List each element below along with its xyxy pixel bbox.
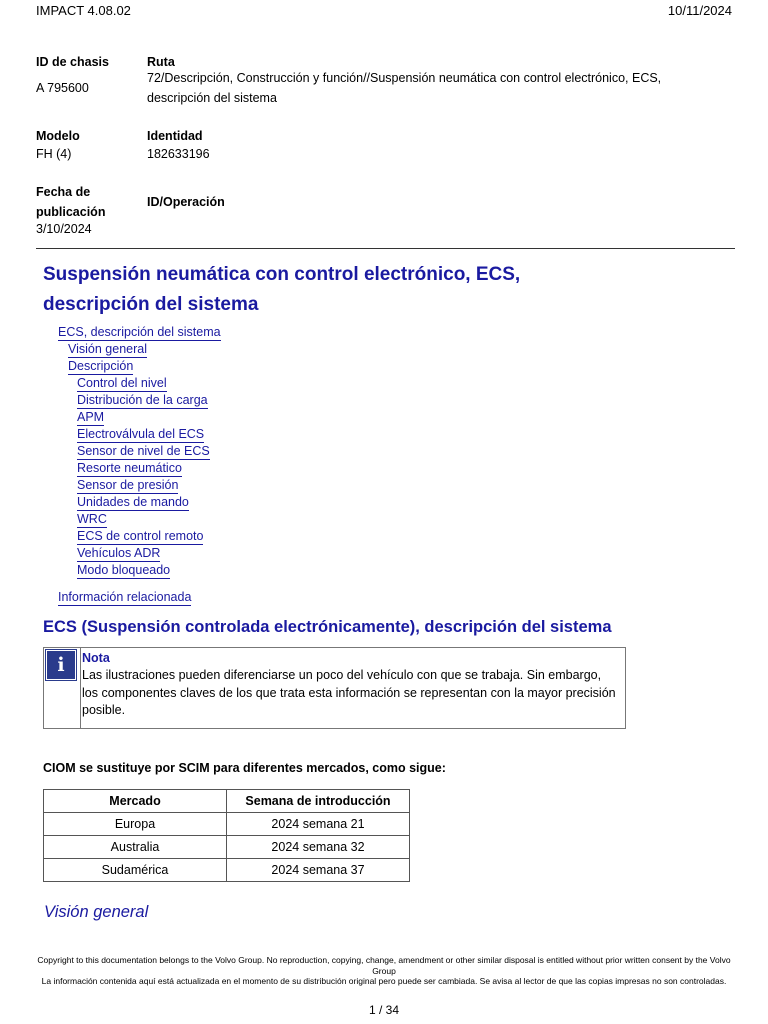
- subsection-title: Visión general: [44, 903, 149, 921]
- note-box: [43, 647, 626, 729]
- pubdate-label-line1: Fecha de: [36, 185, 91, 199]
- footer-copyright: Copyright to this documentation belongs to the Volvo Group. No reproduction, copying, change, amendment or other similar disposal is entitled without prior written consent by the Volvo Group: [37, 955, 731, 976]
- pubdate-value: 3/10/2024: [36, 222, 92, 236]
- note-title: Nota: [82, 651, 110, 665]
- toc-link-control-units[interactable]: Unidades de mando: [77, 495, 189, 509]
- table-row: [44, 859, 410, 882]
- market-intro-text: CIOM se sustituye por SCIM para diferentes mercados, como sigue:: [43, 761, 446, 775]
- toc-link-remote-ecs[interactable]: ECS de control remoto: [77, 529, 204, 543]
- chassis-label: ID de chasis: [36, 55, 109, 69]
- toc-link-pressure-sensor[interactable]: Sensor de presión: [77, 478, 179, 492]
- app-version: IMPACT 4.08.02: [36, 3, 131, 18]
- toc-link-apm[interactable]: APM: [77, 410, 105, 424]
- table-row: [44, 836, 410, 859]
- page-number: 1 / 34: [368, 1003, 400, 1017]
- note-text: Las ilustraciones pueden diferenciarse un poco del vehículo con que se trabaja. Sin embargo, los componentes claves de los que trata esta información se representan con la mayor precisión posible.: [82, 668, 616, 717]
- table-row: [44, 813, 410, 836]
- print-date: 10/11/2024: [667, 3, 732, 18]
- market-table: [43, 789, 410, 882]
- footer-disclaimer: La información contenida aquí está actualizada en el momento de su distribución original pero puede ser cambiada. Se avisa al lector de que las copias impresas no son controladas.: [41, 976, 727, 986]
- identity-label: Identidad: [147, 129, 203, 143]
- toc-link-level-sensor[interactable]: Sensor de nivel de ECS: [77, 444, 210, 458]
- table-cell-market: Europa: [44, 813, 227, 836]
- header-divider: [36, 248, 735, 249]
- toc-link-root[interactable]: ECS, descripción del sistema: [58, 325, 221, 339]
- chassis-value: A 795600: [36, 81, 89, 95]
- table-cell-week: 2024 semana 32: [227, 836, 410, 859]
- table-header-market: Mercado: [44, 790, 227, 813]
- identity-value: 182633196: [147, 147, 210, 161]
- toc-link-air-spring[interactable]: Resorte neumático: [77, 461, 182, 475]
- table-cell-market: Sudamérica: [44, 859, 227, 882]
- note-icon-cell: [44, 648, 81, 728]
- table-cell-week: 2024 semana 21: [227, 813, 410, 836]
- route-label: Ruta: [147, 55, 175, 69]
- table-header-week: Semana de introducción: [227, 790, 410, 813]
- toc-link-adr-vehicles[interactable]: Vehículos ADR: [77, 546, 161, 560]
- table-cell-week: 2024 semana 37: [227, 859, 410, 882]
- model-value: FH (4): [36, 147, 72, 161]
- page-title: Suspensión neumática con control electrónico, ECS, descripción del sistema: [43, 264, 521, 315]
- pubdate-label-line2: publicación: [36, 205, 106, 219]
- table-header-row: [44, 790, 410, 813]
- info-icon: i: [46, 650, 76, 680]
- operation-label: ID/Operación: [147, 195, 225, 209]
- toc-link-locked-mode[interactable]: Modo bloqueado: [77, 563, 171, 577]
- toc-link-wrc[interactable]: WRC: [77, 512, 107, 526]
- toc-link-ecs-valve[interactable]: Electroválvula del ECS: [77, 427, 205, 441]
- model-label: Modelo: [36, 129, 80, 143]
- table-cell-market: Australia: [44, 836, 227, 859]
- toc-link-related-info[interactable]: Información relacionada: [58, 590, 192, 604]
- route-value: 72/Descripción, Construcción y función//Suspensión neumática con control electrónico, ECS, descripción del sistema: [147, 71, 662, 105]
- footer: [30, 955, 738, 987]
- toc-link-level-control[interactable]: Control del nivel: [77, 376, 167, 390]
- toc-link-description[interactable]: Descripción: [68, 359, 134, 373]
- section-title: ECS (Suspensión controlada electrónicamente), descripción del sistema: [43, 618, 612, 636]
- toc-link-load-distribution[interactable]: Distribución de la carga: [77, 393, 208, 407]
- toc-link-overview[interactable]: Visión general: [68, 342, 147, 356]
